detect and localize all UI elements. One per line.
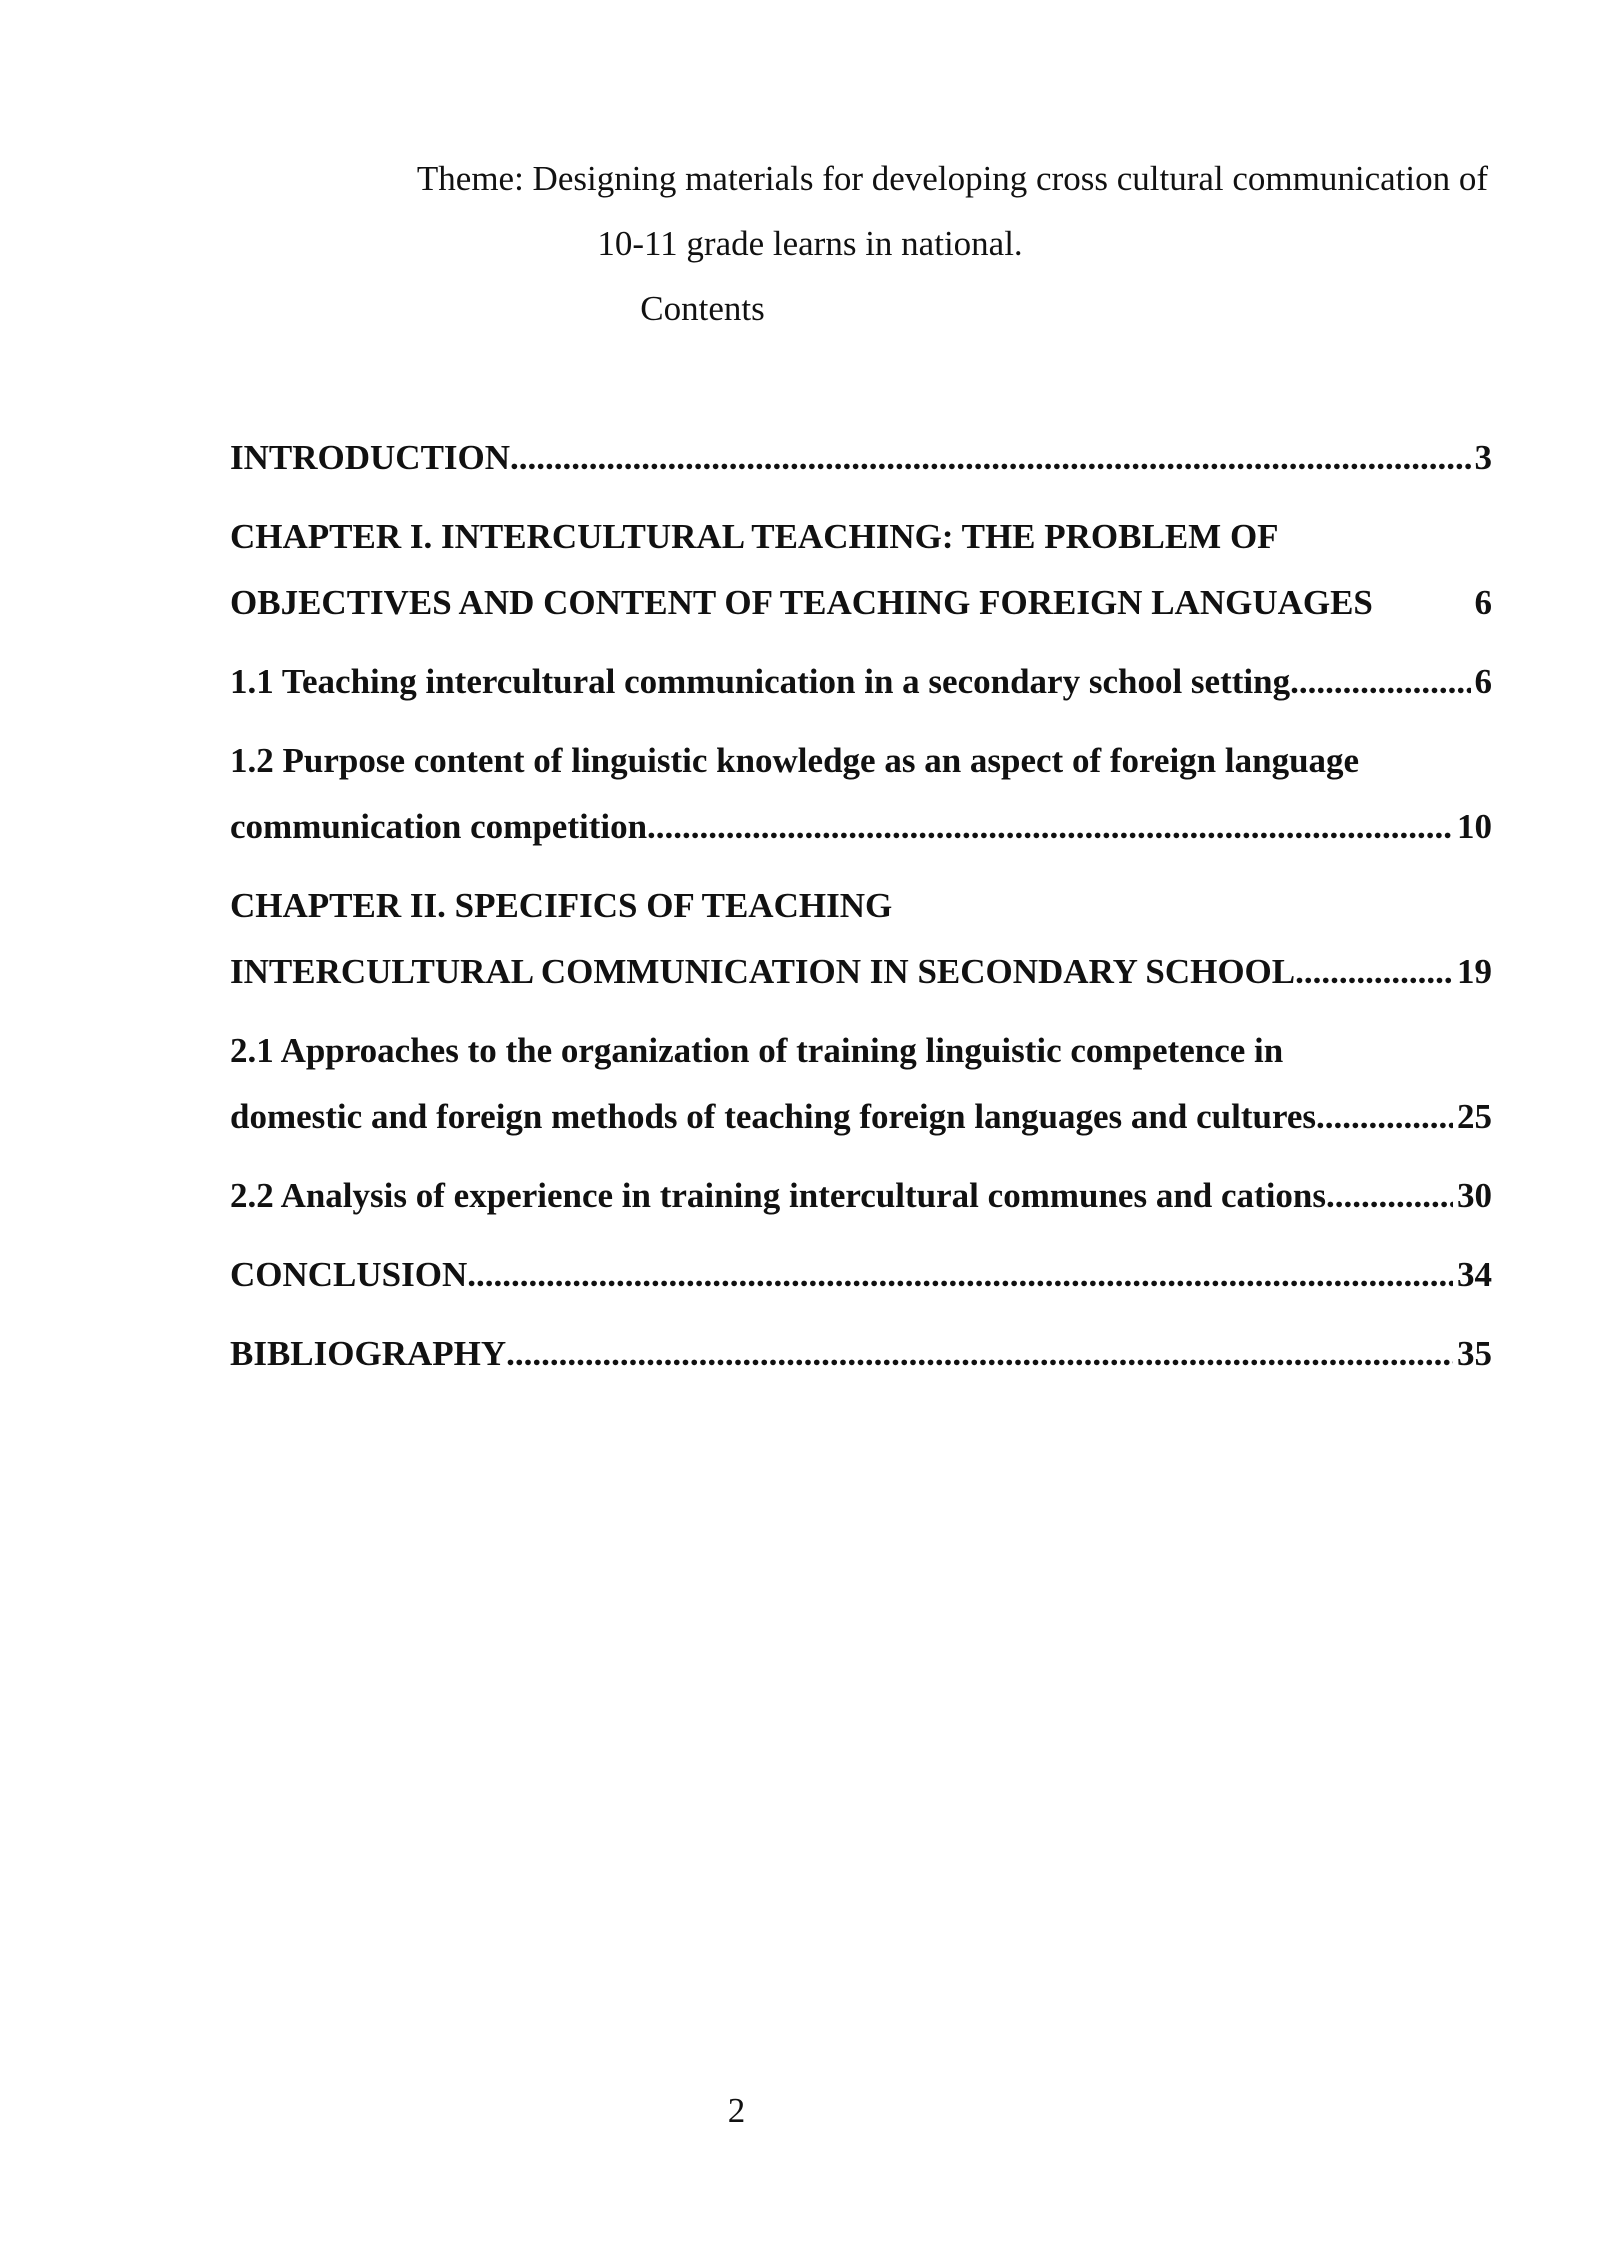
toc-dot-leader <box>1316 1084 1453 1150</box>
toc-entry-final-line <box>230 425 1492 491</box>
theme-heading <box>230 146 1490 276</box>
toc-entry-title: 2.2 Analysis of experience in training intercultural communes and cations <box>230 1176 1327 1215</box>
toc-entry-title: OBJECTIVES AND CONTENT OF TEACHING FOREIGN LANGUAGES <box>230 583 1373 622</box>
toc-entry-title: communication competition <box>230 807 648 846</box>
toc-page-number: 6 <box>1474 662 1492 701</box>
toc-entry-final-line <box>230 1084 1492 1150</box>
toc-entry <box>230 728 1492 860</box>
toc-page-number: 30 <box>1457 1176 1492 1215</box>
toc-entry-line: 2.1 Approaches to the organization of training linguistic competence in <box>230 1031 1284 1070</box>
toc-page-number: 6 <box>1474 583 1492 622</box>
toc-page-number: 34 <box>1457 1255 1492 1294</box>
toc-entry-title: INTERCULTURAL COMMUNICATION IN SECONDARY SCHOOL <box>230 952 1296 991</box>
toc-entry <box>230 649 1492 715</box>
toc-page-number: 35 <box>1457 1334 1492 1373</box>
toc-dot-leader <box>1295 939 1453 1005</box>
page-number <box>0 2086 1600 2136</box>
theme-line-1: Theme: Designing materials for developing cross cultural communication of <box>416 159 1488 198</box>
contents-title <box>0 276 1600 341</box>
toc-entry <box>230 1163 1492 1229</box>
toc-entry <box>230 1321 1492 1387</box>
toc-dot-leader <box>506 1321 1453 1387</box>
toc-page-number: 10 <box>1457 807 1492 846</box>
toc-dot-leader <box>647 794 1453 860</box>
toc-entry <box>230 1242 1492 1308</box>
toc-dot-leader <box>1326 1163 1453 1229</box>
page-number-text: 2 <box>727 2091 746 2130</box>
theme-line-2: 10-11 grade learns in national. <box>597 224 1023 263</box>
toc-entry-final-line <box>230 1242 1492 1308</box>
toc-entry <box>230 873 1492 1005</box>
contents-title-text: Contents <box>640 289 765 328</box>
toc-entry-title: domestic and foreign methods of teaching foreign languages and cultures <box>230 1097 1317 1136</box>
toc-entry <box>230 425 1492 491</box>
toc-entry-final-line <box>230 649 1492 715</box>
toc-entry-final-line <box>230 570 1492 636</box>
toc-page-number: 25 <box>1457 1097 1492 1136</box>
toc-entry-final-line <box>230 1163 1492 1229</box>
toc-entry-title: INTRODUCTION <box>230 438 511 477</box>
toc-entry-final-line <box>230 1321 1492 1387</box>
table-of-contents <box>230 425 1492 1400</box>
toc-entry-line: 1.2 Purpose content of linguistic knowledge as an aspect of foreign language <box>230 741 1360 780</box>
toc-entry-line: CHAPTER I. INTERCULTURAL TEACHING: THE PROBLEM OF <box>230 517 1279 556</box>
toc-entry-line: CHAPTER II. SPECIFICS OF TEACHING <box>230 886 893 925</box>
toc-page-number: 3 <box>1474 438 1492 477</box>
toc-entry-title: BIBLIOGRAPHY <box>230 1334 507 1373</box>
toc-dot-leader <box>467 1242 1453 1308</box>
toc-dot-leader <box>1290 649 1470 715</box>
toc-dot-leader <box>510 425 1470 491</box>
toc-entry <box>230 504 1492 636</box>
toc-page-number: 19 <box>1457 952 1492 991</box>
toc-entry-title: 1.1 Teaching intercultural communication in a secondary school setting <box>230 662 1291 701</box>
toc-entry-final-line <box>230 939 1492 1005</box>
toc-entry <box>230 1018 1492 1150</box>
toc-entry-title: CONCLUSION <box>230 1255 468 1294</box>
toc-entry-final-line <box>230 794 1492 860</box>
